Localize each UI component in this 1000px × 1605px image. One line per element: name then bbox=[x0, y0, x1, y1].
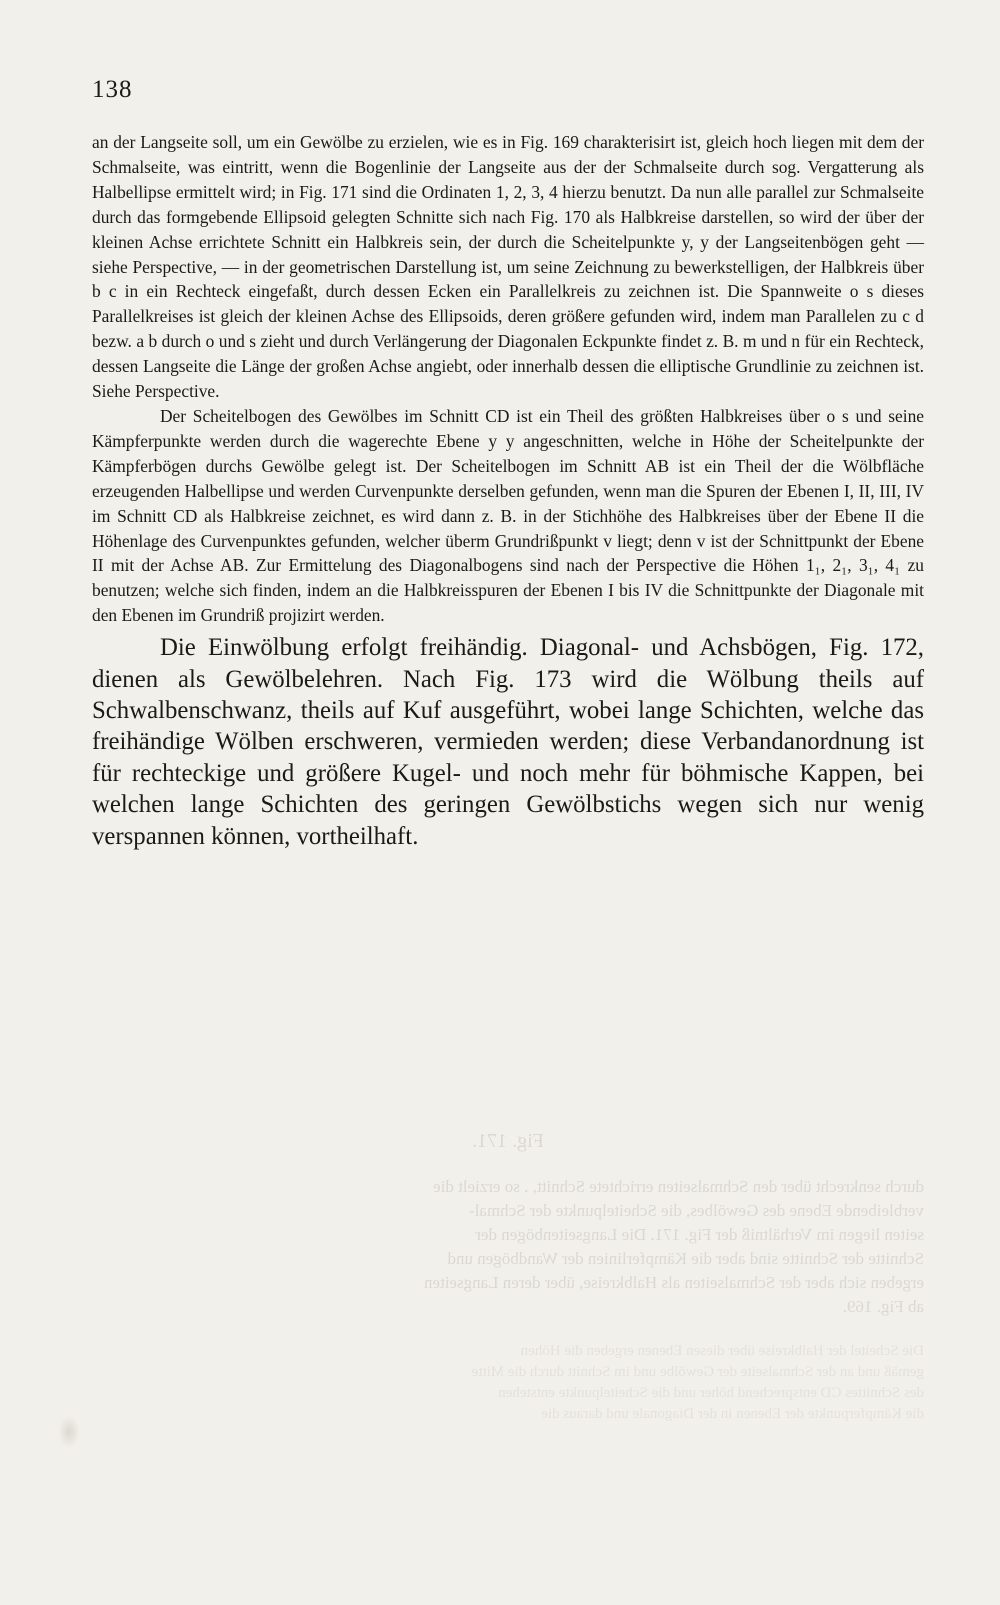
large-print-section bbox=[92, 632, 924, 852]
paper-stain bbox=[58, 1415, 80, 1449]
body-text bbox=[92, 130, 924, 852]
bleed-line-faint: Die Scheitel der Halbkreise über diesen Ebenen ergeben die Höhen bbox=[520, 1343, 924, 1359]
bleed-line: Schnitte der Schnitte sind aber die Kämpferlinien der Wandbögen und bbox=[447, 1249, 924, 1268]
bleed-caption: Fig. 171. bbox=[472, 1130, 544, 1152]
bleed-line-faint: die Kämpferpunkte der Ebenen in der Diagonale und daraus die bbox=[541, 1406, 924, 1422]
bleed-line: seiten liegen im Verhältniß der Fig. 171. Die Langseitenbögen der bbox=[475, 1225, 924, 1244]
paragraph-1: an der Langseite soll, um ein Gewölbe zu erzielen, wie es in Fig. 169 charakterisirt ist, gleich hoch liegen mit dem der Schmalseite, was eintritt, wenn die Bogenlinie der Langseite aus der der Schmalseite durch sog. Vergatterung als Halbellipse ermittelt wird; in Fig. 171 sind die Ordinaten 1, 2, 3, 4 hierzu benutzt. Da nun alle parallel zur Schmalseite durch das formgebende Ellipsoid gelegten Schnitte sich nach Fig. 170 als Halbkreise darstellen, so wird der über der kleinen Achse errichtete Schnitt ein Halbkreis sein, der durch die Scheitelpunkte y, y der Langseitenbögen geht — siehe Perspective, — in der geometrischen Darstellung ist, um seine Zeichnung zu bewerkstelligen, der Halbkreis über b c in ein Rechteck eingefaßt, durch dessen Ecken ein Parallelkreis zu zeichnen ist. Die Spannweite o s dieses Parallelkreises ist gleich der kleinen Achse des Ellipsoids, deren größere gefunden wird, indem man Parallelen zu c d bezw. a b durch o und s zieht und durch Verlängerung der Diagonalen Eckpunkte findet z. B. m und n für ein Rechteck, dessen Langseite die Länge der großen Achse angiebt, oder innerhalb dessen die elliptische Grundlinie zu zeichnen ist. Siehe Perspective. bbox=[92, 132, 924, 402]
bleed-line: ergeben sich aber der Schmalseiten als Halbkreise, über deren Langseiten bbox=[423, 1273, 924, 1292]
page-number: 138 bbox=[92, 76, 133, 103]
bleed-line: verbleibende Ebene des Gewölbes, die Scheitelpunkte der Schmal- bbox=[468, 1201, 924, 1220]
small-print-section bbox=[92, 130, 924, 628]
bleed-line-faint: gemäß und an der Schmalseite der Gewölbe und im Schnitt durch die Mitte bbox=[471, 1364, 924, 1380]
bleed-through-text bbox=[92, 1130, 924, 1425]
bleed-line-faint: des Schnittes CD entsprechend höher und die Scheitelpunkte entstehen bbox=[498, 1385, 924, 1401]
paragraph-2: Der Scheitelbogen des Gewölbes im Schnitt CD ist ein Theil des größten Halbkreises über o s und seine Kämpferpunkte werden durch die wagerechte Ebene y y angeschnitten, welche in Höhe der Scheitelpunkte der Kämpferbögen durchs Gewölbe gelegt ist. Der Scheitelbogen im Schnitt AB ist ein Theil der die Wölbfläche erzeugenden Halbellipse und werden Curvenpunkte derselben gefunden, wenn man die Spuren der Ebenen I, II, III, IV im Schnitt CD als Halbkreise zeichnet, es wird dann z. B. in der Stichhöhe des Halbkreises über der Ebene II die Höhenlage des Curvenpunktes gefunden, welcher überm Grundrißpunkt v liegt; denn v ist der Schnittpunkt der Ebene II mit der Achse AB. Zur Ermittelung des Diagonalbogens sind nach der Perspective die Höhen 1₁, 2₁, 3₁, 4₁ zu benutzen; welche sich finden, indem an die Halbkreisspuren der Ebenen I bis IV die Schnittpunkte der Diagonale mit den Ebenen im Grundriß projizirt werden. bbox=[92, 405, 924, 626]
bleed-line: durch senkrecht über den Schmalseiten errichtete Schnitt, . so erzielt die bbox=[433, 1177, 924, 1196]
bleed-line: ab Fig. 169. bbox=[842, 1297, 924, 1316]
paragraph-3: Die Einwölbung erfolgt freihändig. Diagonal- und Achsbögen, Fig. 172, dienen als Gewölbelehren. Nach Fig. 173 wird die Wölbung theils auf Schwalbenschwanz, theils auf Kuf ausgeführt, wobei lange Schichten, welche das freihändige Wölben erschweren, vermieden werden; diese Verbandanordnung ist für rechteckige und größere Kugel- und noch mehr für böhmische Kappen, bei welchen lange Schichten des geringen Gewölbstichs wegen sich nur wenig verspannen können, vortheilhaft. bbox=[92, 634, 924, 850]
